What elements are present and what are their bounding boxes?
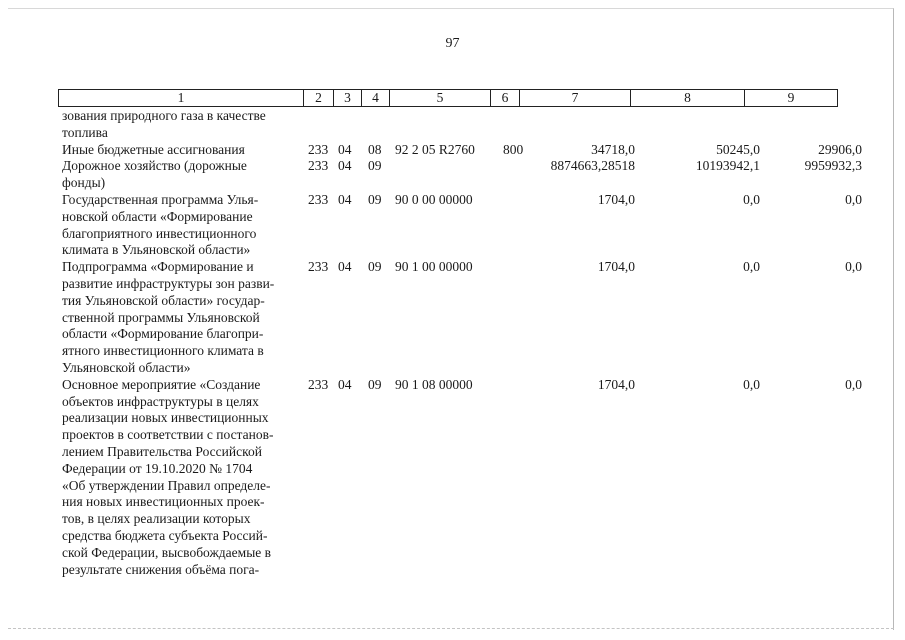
subsection-code: 09 [368,158,382,174]
section-code: 04 [338,376,352,392]
target-article-code: 90 1 08 00000 [395,376,473,392]
description-line: новской области «Формирование [62,208,253,224]
target-article-code: 92 2 05 R2760 [395,141,475,157]
amount-col-7: 1704,0 [597,259,635,275]
target-article-code: 90 0 00 00000 [395,191,473,207]
description-line: Федерации от 19.10.2020 № 1704 [62,460,253,476]
table-row [62,142,862,159]
amount-col-7: 1704,0 [597,191,635,207]
row-description [62,259,298,377]
description-line: Иные бюджетные ассигнования [62,141,245,157]
description-line: реализации новых инвестиционных [62,410,269,426]
table-row [62,259,862,377]
description-line: ятного инвестиционного климата в [62,343,264,359]
description-line: благоприятного инвестиционного [62,225,257,241]
expense-type-code [503,377,533,579]
subsection-code: 09 [368,191,382,207]
row-description [62,377,298,579]
section-code: 04 [338,141,352,157]
admin-code [308,108,338,142]
header-col-9: 9 [787,90,795,105]
page-bottom-edge [8,628,894,629]
expense-type-code [503,108,533,142]
amount-col-7: 34718,0 [591,141,635,157]
target-article-code [395,108,503,142]
description-line: результате снижения объёма пога- [62,561,260,577]
section-code: 04 [338,158,352,174]
description-line: области «Формирование благопри- [62,326,264,342]
description-line: средства бюджета субъекта Россий- [62,527,268,543]
description-line: климата в Ульяновской области» [62,242,251,258]
description-line: тия Ульяновской области» государ- [62,292,265,308]
header-col-2: 2 [304,90,334,106]
section-code: 04 [338,191,352,207]
description-line: ской Федерации, высвобождаемые в [62,544,272,560]
amount-col-7: 1704,0 [597,376,635,392]
page-number: 97 [445,36,460,51]
subsection-code: 08 [368,141,382,157]
expense-type-code [503,192,533,259]
description-line: ственной программы Ульяновской [62,309,260,325]
expense-type-code [503,158,533,192]
description-line: Дорожное хозяйство (дорожные [62,158,247,174]
target-article-code [395,158,503,192]
description-line: проектов в соответствии с постанов- [62,427,274,443]
description-line: объектов инфраструктуры в целях [62,393,259,409]
amount-col-9: 29906,0 [818,141,862,157]
admin-code: 233 [308,259,329,275]
amount-col-8: 50245,0 [716,141,760,157]
table-header [58,89,838,107]
row-description [62,158,298,192]
row-description [62,108,298,142]
subsection-code: 09 [368,259,382,275]
expense-type-code: 800 [503,141,524,157]
description-line: топлива [62,124,108,140]
amount-col-8: 0,0 [743,376,760,392]
table-row [62,108,862,142]
header-col-5: 5 [390,90,491,106]
admin-code: 233 [308,141,329,157]
description-line: лением Правительства Российской [62,443,262,459]
admin-code: 233 [308,158,329,174]
header-col-7: 7 [520,90,631,106]
section-code: 04 [338,259,352,275]
row-description [62,142,298,159]
header-col-8: 8 [631,90,745,106]
description-line: фонды) [62,175,106,191]
row-description [62,192,298,259]
amount-col-7: 8874663,28518 [550,158,635,174]
amount-col-9: 9959932,3 [804,158,862,174]
expense-type-code [503,259,533,377]
description-line: Ульяновской области» [62,359,191,375]
amount-col-9 [760,108,862,142]
table-body [62,108,862,578]
description-line: тов, в целях реализации которых [62,511,251,527]
amount-col-8 [635,108,760,142]
header-col-6: 6 [491,90,520,106]
subsection-code: 09 [368,376,382,392]
header-col-3: 3 [334,90,362,106]
description-line: зования природного газа в качестве [62,108,266,123]
description-line: Государственная программа Улья- [62,191,259,207]
amount-col-9: 0,0 [845,259,862,275]
header-col-1: 1 [59,90,304,106]
table-row [62,158,862,192]
admin-code: 233 [308,376,329,392]
description-line: развитие инфраструктуры зон разви- [62,275,275,291]
description-line: ния новых инвестиционных проек- [62,494,265,510]
table-row [62,192,862,259]
amount-col-9: 0,0 [845,191,862,207]
amount-col-9: 0,0 [845,376,862,392]
amount-col-8: 0,0 [743,259,760,275]
table-row [62,377,862,579]
description-line: «Об утверждении Правил определе- [62,477,271,493]
amount-col-7 [533,108,635,142]
amount-col-8: 10193942,1 [695,158,760,174]
admin-code: 233 [308,191,329,207]
header-col-4: 4 [362,90,390,106]
target-article-code: 90 1 00 00000 [395,259,473,275]
description-line: Подпрограмма «Формирование и [62,259,254,275]
subsection-code [368,108,392,142]
section-code [338,108,366,142]
description-line: Основное мероприятие «Создание [62,376,261,392]
amount-col-8: 0,0 [743,191,760,207]
